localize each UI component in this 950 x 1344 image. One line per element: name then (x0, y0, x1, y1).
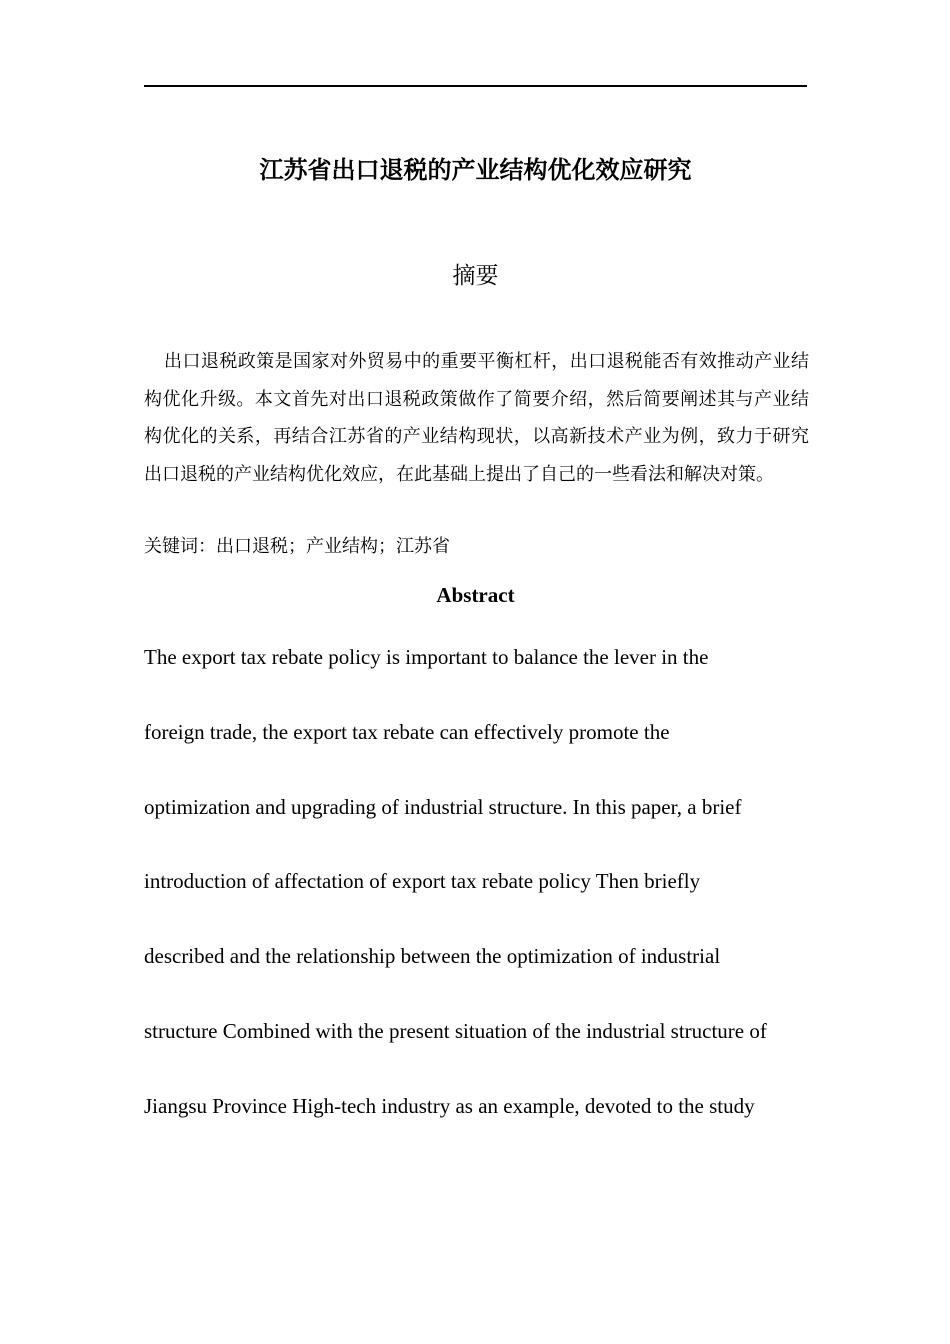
keywords-line (144, 530, 807, 564)
english-abstract-line: optimization and upgrading of industrial structure. In this paper, a brief (144, 794, 742, 819)
english-abstract-line: The export tax rebate policy is important to balance the lever in the (144, 645, 709, 669)
english-abstract-heading: Abstract (436, 583, 515, 607)
document-title: 江苏省出口退税的产业结构优化效应研究 (259, 156, 692, 184)
english-abstract-line: described and the relationship between the optimization of industrial (144, 944, 721, 969)
english-abstract-line: Jiangsu Province High-tech industry as an example, devoted to the study (144, 1093, 755, 1118)
english-abstract-line: foreign trade, the export tax rebate can effectively promote the (144, 719, 670, 744)
keywords-value: 出口退税；产业结构；江苏省 (216, 536, 450, 557)
english-abstract-line: introduction of affectation of export tax rebate policy Then briefly (144, 869, 701, 894)
chinese-abstract-body: 出口退税政策是国家对外贸易中的重要平衡杠杆，出口退税能否有效推动产业结构优化升级。本文首先对出口退税政策做作了简要介绍，然后简要阐述其与产业结构优化的关系，再结合江苏省的产业结构现状，以高新技术产业为例，致力于研究出口退税的产业结构优化效应，在此基础上提出了自己的一些看法和解决对策。 (144, 351, 809, 485)
header-rule (144, 85, 807, 87)
english-abstract-line: structure Combined with the present situation of the industrial structure of (144, 1018, 767, 1043)
keywords-label: 关键词： (144, 536, 216, 557)
chinese-abstract-heading: 摘要 (452, 263, 499, 289)
english-abstract-body (144, 620, 807, 1144)
